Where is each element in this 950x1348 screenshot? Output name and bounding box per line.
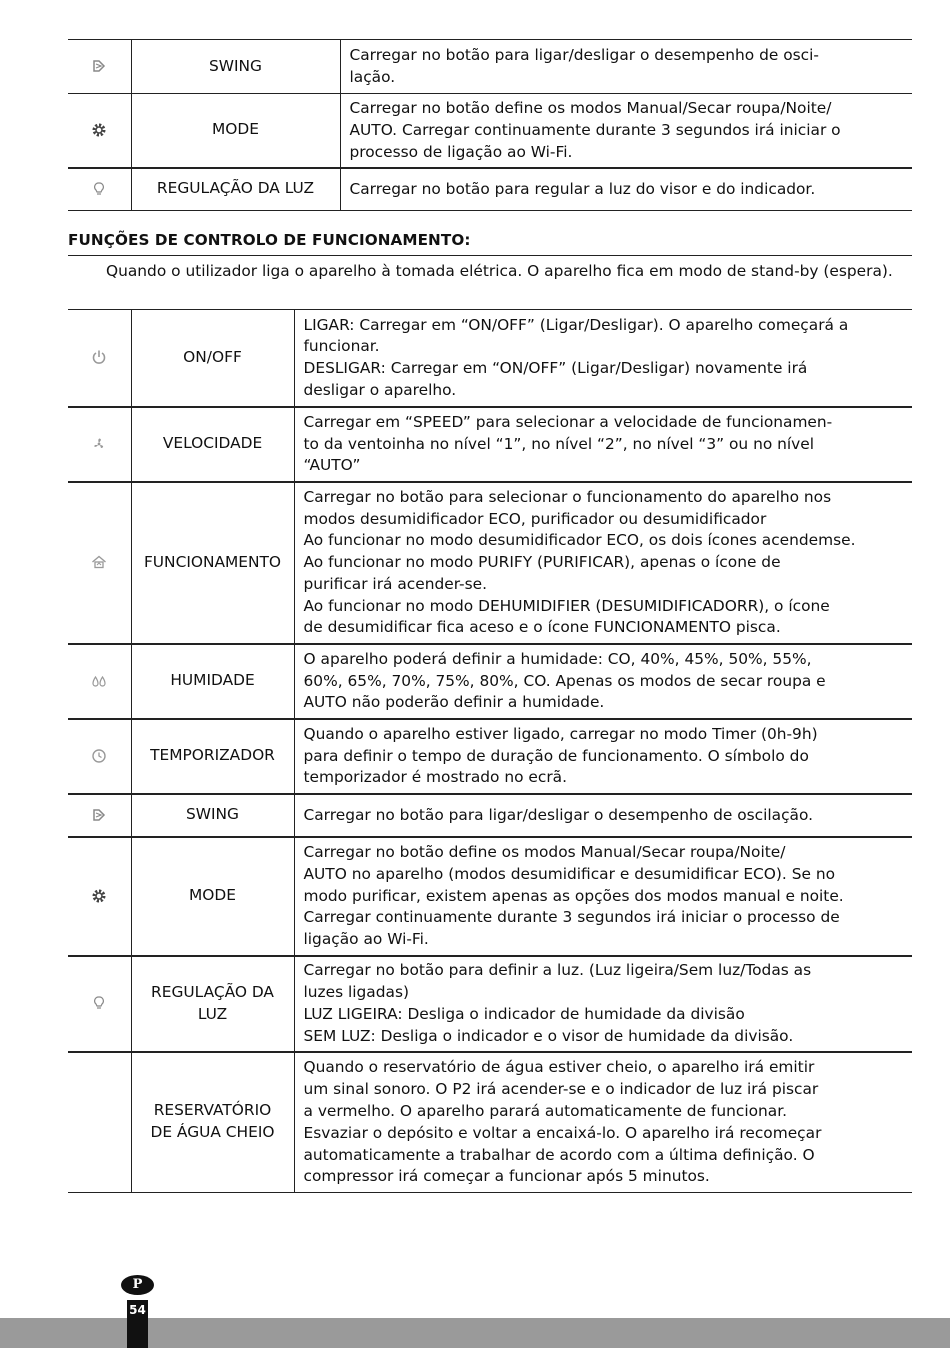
description-line: AUTO no aparelho (modos desumidificar e desumidificar ECO). Se no — [303, 864, 836, 883]
table-row — [68, 310, 912, 407]
swing-icon — [91, 807, 107, 823]
function-description — [294, 407, 912, 482]
description-line: temporizador é mostrado no ecrã. — [303, 768, 568, 787]
house-icon — [91, 554, 107, 570]
power-icon — [91, 349, 107, 365]
description-line: AUTO. Carregar continuamente durante 3 segundos irá iniciar o — [349, 120, 841, 139]
description-line: 60%, 65%, 70%, 75%, 80%, CO. Apenas os modos de secar roupa e — [303, 671, 826, 690]
function-name-line: VELOCIDADE — [162, 434, 263, 453]
fan-icon — [91, 436, 107, 452]
description-line: Carregar continuamente durante 3 segundos irá iniciar o processo de — [303, 908, 840, 927]
table-row — [68, 40, 912, 94]
function-description — [294, 1052, 912, 1193]
description-line: O aparelho poderá definir a humidade: CO, 40%, 45%, 50%, 55%, — [303, 649, 812, 668]
light-bulb-icon — [91, 181, 107, 197]
description-line: Carregar no botão define os modos Manual/Secar roupa/Noite/ — [303, 843, 786, 861]
description-line: Carregar em “SPEED” para selecionar a velocidade de funcionamen- — [303, 412, 833, 431]
table-row — [68, 837, 912, 956]
description-line: a vermelho. O aparelho parará automaticamente de funcionar. — [303, 1101, 788, 1120]
row-icon-cell — [68, 956, 131, 1052]
function-description — [340, 40, 912, 94]
top-function-table — [68, 39, 912, 211]
description-line: funcionar. — [303, 337, 380, 356]
description-line: de desumidificar fica aceso e o ícone FUNCIONAMENTO pisca. — [303, 618, 781, 637]
description-line: para definir o tempo de duração de funcionamento. O símbolo do — [303, 746, 809, 765]
function-name — [131, 482, 294, 644]
description-line: luzes ligadas) — [303, 983, 409, 1002]
function-name — [131, 837, 294, 956]
description-line: Quando o reservatório de água estiver cheio, o aparelho irá emitir — [303, 1058, 815, 1077]
function-name — [131, 310, 294, 407]
table-row — [68, 644, 912, 719]
function-description — [294, 837, 912, 956]
mode-gear-icon — [91, 122, 107, 138]
table-row — [68, 407, 912, 482]
function-description — [294, 719, 912, 794]
function-name-line: LUZ — [197, 1004, 228, 1023]
section-heading: FUNÇÕES DE CONTROLO DE FUNCIONAMENTO: — [68, 231, 471, 249]
description-line: compressor irá começar a funcionar após 5 minutos. — [303, 1167, 710, 1186]
description-line: Carregar no botão para ligar/desligar o desempenho de oscilação. — [303, 805, 814, 824]
description-line: to da ventoinha no nível “1”, no nível “2”, no nível “3” ou no nível — [303, 434, 815, 453]
function-name-line: SWING — [209, 56, 262, 75]
description-line: “AUTO” — [303, 456, 361, 475]
description-line: lação. — [349, 68, 396, 86]
function-name-line: MODE — [212, 120, 259, 139]
row-icon-cell — [68, 794, 131, 837]
row-icon-cell — [68, 644, 131, 719]
page-number: 54 — [127, 1300, 148, 1348]
mode-gear-icon — [91, 888, 107, 904]
function-name-line: HUMIDADE — [170, 671, 255, 690]
control-function-table — [68, 309, 912, 1193]
description-line: purificar irá acender-se. — [303, 574, 487, 593]
description-line: Ao funcionar no modo PURIFY (PURIFICAR), apenas o ícone de — [303, 553, 781, 572]
row-icon-cell — [68, 482, 131, 644]
swing-icon — [91, 58, 107, 74]
function-name — [131, 40, 340, 94]
function-description — [294, 310, 912, 407]
table-row — [68, 794, 912, 837]
function-name — [131, 794, 294, 837]
description-line: Carregar no botão define os modos Manual/Secar roupa/Noite/ — [349, 99, 832, 118]
row-icon-cell — [68, 94, 131, 168]
function-name-line: SWING — [186, 805, 239, 824]
function-name-line: REGULAÇÃO DA — [151, 982, 274, 1001]
description-line: Carregar no botão para ligar/desligar o desempenho de osci- — [349, 46, 819, 65]
row-icon-cell — [68, 837, 131, 956]
table-row — [68, 956, 912, 1052]
function-name — [131, 956, 294, 1052]
function-description — [294, 794, 912, 837]
table-row — [68, 482, 912, 644]
description-line: Esvaziar o depósito e voltar a encaixá-lo. O aparelho irá recomeçar — [303, 1123, 822, 1142]
light-bulb-icon — [91, 995, 107, 1011]
function-name-line: ON/OFF — [183, 347, 242, 366]
row-icon-cell — [68, 719, 131, 794]
description-line: um sinal sonoro. O P2 irá acender-se e o indicador de luz irá piscar — [303, 1080, 819, 1099]
function-description — [294, 482, 912, 644]
description-line: LIGAR: Carregar em “ON/OFF” (Ligar/Desligar). O aparelho começará a — [303, 315, 849, 334]
description-line: Carregar no botão para definir a luz. (Luz ligeira/Sem luz/Todas as — [303, 961, 812, 980]
function-name — [131, 168, 340, 211]
function-name — [131, 1052, 294, 1193]
description-line: Ao funcionar no modo desumidificador ECO, os dois ícones acendemse. — [303, 531, 856, 550]
table-row — [68, 168, 912, 211]
description-line: automaticamente a trabalhar de acordo com a última definição. O — [303, 1145, 815, 1164]
description-line: SEM LUZ: Desliga o indicador e o visor de humidade da divisão. — [303, 1026, 794, 1045]
description-line: Quando o aparelho estiver ligado, carregar no modo Timer (0h-9h) — [303, 724, 818, 743]
timer-clock-icon — [91, 748, 107, 764]
description-line: modos desumidificador ECO, purificador ou desumidificador — [303, 509, 767, 528]
function-name-line: REGULAÇÃO DA LUZ — [156, 179, 315, 198]
function-name-line: TEMPORIZADOR — [150, 746, 275, 765]
table-row — [68, 94, 912, 168]
function-description — [340, 94, 912, 168]
function-description — [294, 956, 912, 1052]
function-name — [131, 407, 294, 482]
description-line: DESLIGAR: Carregar em “ON/OFF” (Ligar/Desligar) novamente irá — [303, 359, 808, 378]
function-name — [131, 719, 294, 794]
description-line: Carregar no botão para selecionar o funcionamento do aparelho nos — [303, 487, 832, 506]
description-line: Ao funcionar no modo DEHUMIDIFIER (DESUMIDIFICADORR), o ícone — [303, 596, 830, 615]
description-line: LUZ LIGEIRA: Desliga o indicador de humidade da divisão — [303, 1005, 745, 1023]
description-line: ligação ao Wi-Fi. — [303, 930, 429, 949]
description-line: modo purificar, existem apenas as opções dos modos manual e noite. — [303, 886, 844, 905]
description-line: Carregar no botão para regular a luz do visor e do indicador. — [349, 179, 816, 198]
description-line: AUTO não poderão definir a humidade. — [303, 693, 605, 712]
row-icon-cell — [68, 310, 131, 407]
function-name — [131, 94, 340, 168]
row-icon-cell — [68, 1052, 131, 1193]
row-icon-cell — [68, 168, 131, 211]
function-name-line: RESERVATÓRIO — [153, 1101, 272, 1120]
function-description — [294, 644, 912, 719]
function-description — [340, 168, 912, 211]
section-intro: Quando o utilizador liga o aparelho à tomada elétrica. O aparelho fica em modo de stand-by (espera). — [68, 255, 912, 286]
function-name — [131, 644, 294, 719]
row-icon-cell — [68, 40, 131, 94]
language-badge: P — [121, 1275, 154, 1295]
description-line: desligar o aparelho. — [303, 381, 457, 400]
function-name-line: FUNCIONAMENTO — [143, 552, 282, 571]
humidity-drops-icon — [91, 673, 107, 689]
function-name-line: DE ÁGUA CHEIO — [150, 1123, 275, 1142]
function-name-line: MODE — [189, 886, 236, 905]
table-row — [68, 1052, 912, 1193]
row-icon-cell — [68, 407, 131, 482]
table-row — [68, 719, 912, 794]
description-line: processo de ligação ao Wi-Fi. — [349, 142, 573, 161]
